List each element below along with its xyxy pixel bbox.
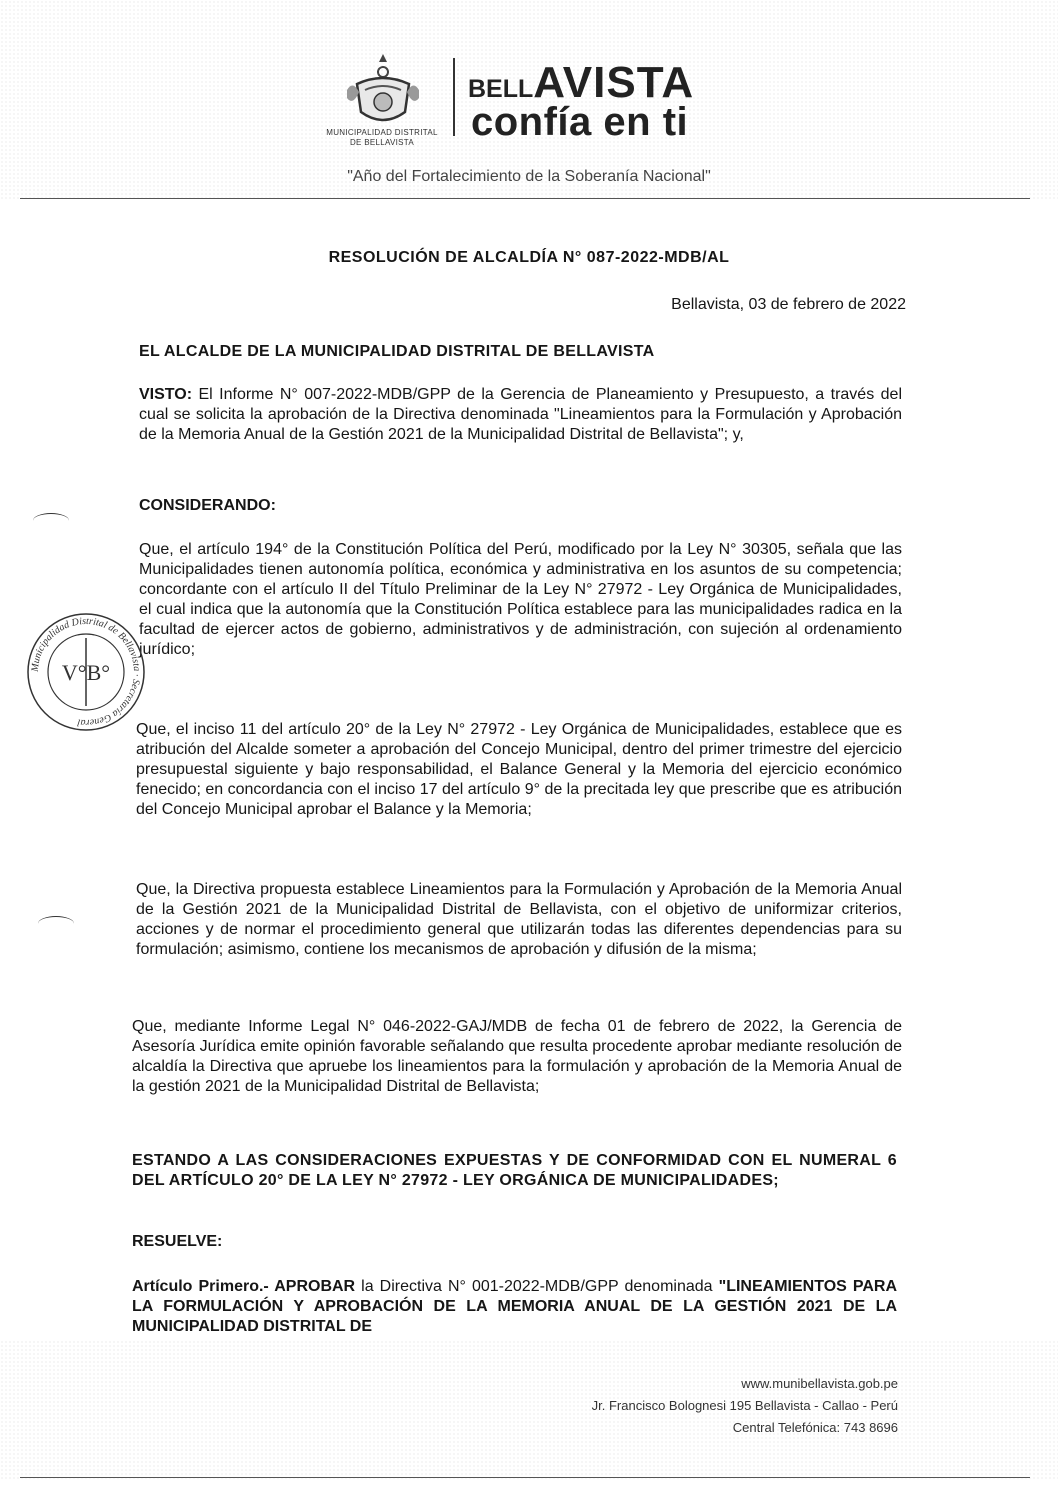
stamp-center-text: V°B° — [61, 660, 111, 685]
year-slogan: "Año del Fortalecimiento de la Soberanía Nacional" — [347, 168, 711, 185]
visto-label: VISTO: — [139, 386, 193, 403]
document-date: Bellavista, 03 de febrero de 2022 — [671, 296, 906, 313]
brand-name-big: AVISTA — [533, 58, 695, 107]
visto-paragraph — [139, 385, 902, 445]
footer-website: www.munibellavista.gob.pe — [741, 1376, 898, 1391]
articulo-verb: APROBAR — [274, 1278, 356, 1295]
seal-caption-line2: DE BELLAVISTA — [349, 138, 415, 147]
resolution-title: RESOLUCIÓN DE ALCALDÍA N° 087-2022-MDB/AL — [328, 249, 730, 266]
footer-address: Jr. Francisco Bolognesi 195 Bellavista - Callao - Perú — [591, 1398, 898, 1413]
articulo-primero — [132, 1277, 897, 1337]
stamp-ring-text: Municipalidad Distrital de Bellavista · Secretaría General — [29, 615, 143, 729]
authority-heading: EL ALCALDE DE LA MUNICIPALIDAD DISTRITAL DE BELLAVISTA — [139, 343, 655, 360]
articulo-label: Artículo Primero.- — [132, 1278, 275, 1295]
logo-divider — [453, 58, 455, 136]
margin-mark-2 — [38, 916, 74, 931]
articulo-text: la Directiva N° 001-2022-MDB/GPP denominada — [355, 1278, 719, 1295]
seal-caption-line1: MUNICIPALIDAD DISTRITAL — [326, 128, 438, 137]
coat-of-arms-icon — [343, 50, 423, 130]
considerando-paragraph-1: Que, el artículo 194° de la Constitución Política del Perú, modificado por la Ley N° 30305, señala que las Municipalidades tienen autonomía política, económica y administrativa en los asuntos de su competencia; concordante con el artículo II del Título Preliminar de la Ley N° 27972 - Ley Orgánica de Municipalidades, el cual indica que la autonomía que la Constitución Política establece para las municipalidades radica en la facultad de ejercer actos de gobierno, administrativos y de administración, con sujeción al ordenamiento jurídico; — [139, 541, 902, 658]
margin-mark-1 — [33, 513, 69, 528]
considerando-paragraph-3: Que, la Directiva propuesta establece Lineamientos para la Formulación y Aprobación de la Memoria Anual de la Gestión 2021 de la Municipalidad Distrital de Bellavista, con el objetivo de uniformizar criterios, acciones y de normar el procedimiento general que utilizarán todas las diferentes dependencias para su formulación; asimismo, contiene los mecanismos de aprobación y difusión de la misma; — [136, 881, 902, 958]
brand-tagline: confía en ti — [471, 100, 689, 144]
scan-noise-bottom — [0, 1340, 1058, 1480]
articulo-bold-text: "LINEAMIENTOS PARA LA FORMULACIÓN Y APROBACIÓN DE LA MEMORIA ANUAL DE LA GESTIÓN 2021 DE LA MUNICIPALIDAD DISTRITAL DE — [132, 1278, 898, 1335]
approval-stamp — [22, 608, 150, 736]
municipal-logo — [326, 30, 785, 150]
considerando-heading: CONSIDERANDO: — [139, 497, 276, 514]
visto-text: El Informe N° 007-2022-MDB/GPP de la Gerencia de Planeamiento y Presupuesto, a través del cual se solicita la aprobación de la Directiva denominada "Lineamientos para la Formulación y Aprobación de la Memoria Anual de la Gestión 2021 de la Municipalidad Distrital de Bellavista"; y, — [139, 386, 902, 443]
estando-paragraph: ESTANDO A LAS CONSIDERACIONES EXPUESTAS Y DE CONFORMIDAD CON EL NUMERAL 6 DEL ARTÍCULO 20° DE LA LEY N° 27972 - LEY ORGÁNICA DE MUNICIPALIDADES; — [132, 1152, 897, 1189]
considerando-paragraph-2: Que, el inciso 11 del artículo 20° de la Ley N° 27972 - Ley Orgánica de Municipalidades, establece que es atribución del Alcalde someter a aprobación del Concejo Municipal, dentro del primer trimestre del ejercicio presupuestal siguiente y bajo responsabilidad, el Balance General y la Memoria del ejercicio económico fenecido; en concordancia con el inciso 17 del artículo 9° de la precitada ley que prescribe que es atribución del Concejo Municipal aprobar el Balance y la Memoria; — [136, 721, 902, 818]
footer-divider — [20, 1477, 1030, 1478]
considerando-paragraph-4: Que, mediante Informe Legal N° 046-2022-GAJ/MDB de fecha 01 de febrero de 2022, la Gerencia de Asesoría Jurídica emite opinión favorable señalando que resulta procedente aprobar mediante resolución de alcaldía la Directiva que apruebe los lineamientos para la formulación y aprobación de la Memoria Anual de la gestión 2021 de la Municipalidad Distrital de Bellavista; — [132, 1018, 902, 1095]
footer-phone: Central Telefónica: 743 8696 — [732, 1420, 898, 1435]
brand-name-small: BELL — [468, 75, 534, 103]
resuelve-heading: RESUELVE: — [132, 1233, 223, 1250]
seal-caption — [317, 128, 447, 148]
header-divider — [20, 198, 1030, 199]
